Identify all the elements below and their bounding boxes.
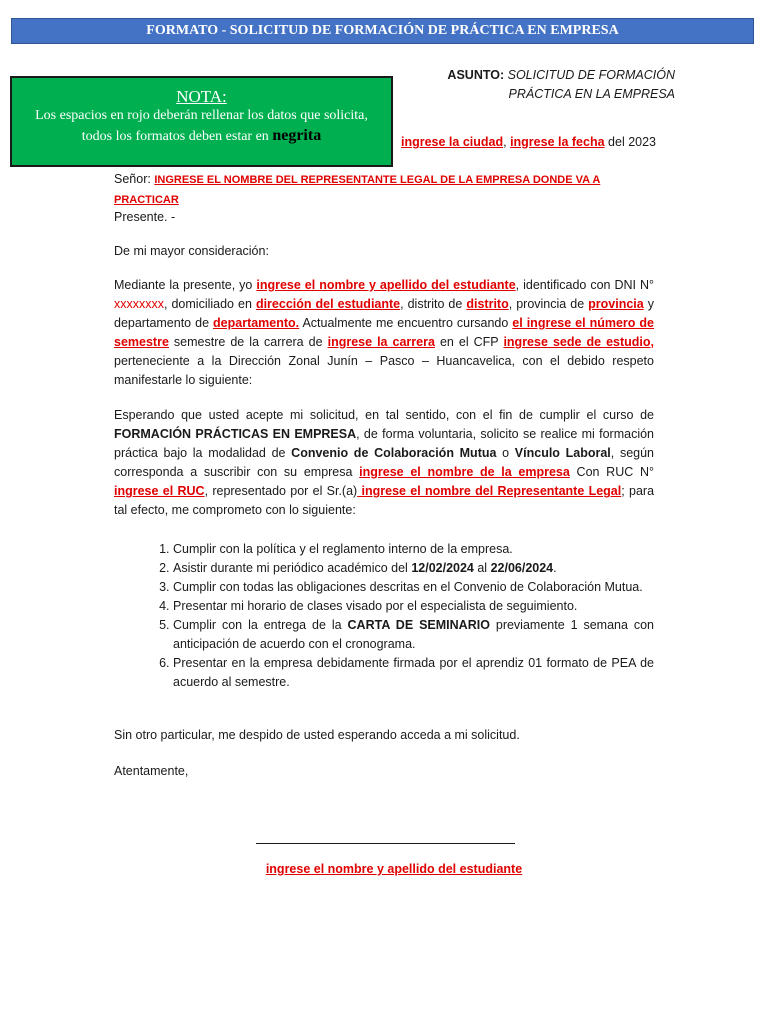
note-line-1: Los espacios en rojo deberán rellenar los datos que solicita, — [35, 108, 368, 123]
p2-text: , representado por el Sr.(a) — [204, 484, 358, 498]
p1-text: , domiciliado en — [164, 297, 256, 311]
list-item — [173, 597, 654, 616]
city-field[interactable]: ingrese la ciudad — [400, 135, 504, 149]
subject-value-1: SOLICITUD DE FORMACIÓN — [507, 68, 675, 82]
p1-text: y departamento de — [114, 297, 654, 330]
p1-text: Mediante la presente, yo — [114, 278, 257, 292]
note-box — [10, 76, 393, 167]
list-item — [173, 616, 654, 654]
subject-value-2: PRÁCTICA EN LA EMPRESA — [508, 87, 675, 101]
end-date: 22/06/2024 — [490, 561, 554, 575]
p1-text: semestre de la carrera de — [168, 335, 328, 349]
modality-1: Convenio de Colaboración Mutua — [291, 446, 497, 460]
course-name: FORMACIÓN PRÁCTICAS EN EMPRESA — [114, 427, 357, 441]
date-field[interactable]: ingrese la fecha — [510, 135, 605, 149]
subject-block — [430, 66, 675, 104]
p1-text: , distrito de — [400, 297, 467, 311]
greeting-text: De mi mayor consideración: — [114, 244, 269, 258]
commitments-list — [114, 540, 654, 692]
student-name-field[interactable]: ingrese el nombre y apellido del estudiante — [256, 278, 516, 292]
item-text: Asistir durante mi periódico académico del — [173, 561, 412, 575]
address-field[interactable]: dirección del estudiante — [255, 297, 401, 311]
campus-field[interactable]: ingrese sede de estudio, — [503, 335, 654, 349]
ruc-field[interactable]: ingrese el RUC — [114, 484, 205, 498]
item-text: Presentar en la empresa debidamente firmada por el aprendiz 01 formato de PEA de acuerdo al semestre. — [173, 656, 654, 689]
province-field[interactable]: provincia — [588, 297, 644, 311]
presente-text: Presente. - — [114, 210, 176, 224]
signature-line — [256, 843, 515, 844]
p2-text: , según corresponda a suscribir con su empresa — [114, 446, 655, 479]
p2-text: Con RUC N° — [569, 465, 654, 479]
start-date: 12/02/2024 — [411, 561, 474, 575]
list-item — [173, 559, 654, 578]
list-item — [173, 578, 654, 597]
company-name-field[interactable]: ingrese el nombre de la empresa — [359, 465, 570, 479]
signature-name-field[interactable]: ingrese el nombre y apellido del estudiante — [265, 862, 523, 876]
modality-2: Vínculo Laboral — [514, 446, 611, 460]
note-title: NOTA: — [176, 87, 227, 106]
item-text: Presentar mi horario de clases visado por el especialista de seguimiento. — [173, 599, 578, 613]
form-title: FORMATO - SOLICITUD DE FORMACIÓN DE PRÁCTICA EN EMPRESA — [146, 23, 619, 38]
paragraph-2 — [114, 406, 654, 520]
p1-text: perteneciente a la Dirección Zonal Junín – Pasco – Huancavelica, con el debido respeto manifestarle lo siguiente: — [114, 354, 654, 387]
dni-field[interactable]: xxxxxxxx — [114, 297, 164, 311]
p1-text: , provincia de — [508, 297, 589, 311]
form-title-banner — [11, 18, 754, 44]
item-text: Cumplir con la política y el reglamento interno de la empresa. — [173, 542, 513, 556]
semester-field[interactable]: el ingrese el número de semestre — [114, 316, 654, 349]
date-separator: , — [503, 135, 511, 149]
list-item — [173, 654, 654, 692]
item-text: previamente 1 semana con anticipación de acuerdo con el cronograma. — [173, 618, 654, 651]
regards-text: Atentamente, — [114, 764, 189, 778]
note-line-2: todos los formatos deben estar en — [81, 129, 269, 144]
p2-text: o — [496, 446, 515, 460]
recipient-field[interactable]: INGRESE EL NOMBRE DEL REPRESENTANTE LEGAL DE LA EMPRESA DONDE VA A PRACTICAR — [114, 174, 601, 206]
p1-text: , identificado con DNI N° — [515, 278, 654, 292]
recipient-label: Señor: — [114, 172, 155, 186]
legal-rep-field[interactable]: ingrese el nombre del Representante Legal — [357, 484, 622, 498]
p2-text: Esperando que usted acepte mi solicitud, en tal sentido, con el fin de cumplir el curso de — [114, 408, 654, 422]
list-item — [173, 540, 654, 559]
seminar-letter: CARTA DE SEMINARIO — [347, 618, 490, 632]
signature-block — [230, 860, 558, 879]
paragraph-1 — [114, 276, 654, 390]
p1-text: en el CFP — [434, 335, 504, 349]
recipient-line — [114, 170, 654, 210]
item-text: Cumplir con todas las obligaciones descritas en el Convenio de Colaboración Mutua. — [173, 580, 643, 594]
district-field[interactable]: distrito — [466, 297, 509, 311]
p2-text: , de forma voluntaria, solicito se realice mi formación práctica bajo la modalidad de — [114, 427, 655, 460]
p1-text: Actualmente me encuentro cursando — [299, 316, 513, 330]
item-text: . — [553, 561, 557, 575]
closing-text: Sin otro particular, me despido de usted esperando acceda a mi solicitud. — [114, 728, 520, 742]
date-line — [114, 133, 656, 152]
item-text: al — [473, 561, 491, 575]
item-text: Cumplir con la entrega de la — [173, 618, 348, 632]
career-field[interactable]: ingrese la carrera — [327, 335, 435, 349]
note-bold-word: negrita — [272, 127, 322, 144]
department-field[interactable]: departamento. — [213, 316, 300, 330]
p2-text: ; para tal efecto, me comprometo con lo siguiente: — [114, 484, 655, 517]
subject-label: ASUNTO: — [447, 68, 505, 82]
year-text: del 2023 — [604, 135, 656, 149]
